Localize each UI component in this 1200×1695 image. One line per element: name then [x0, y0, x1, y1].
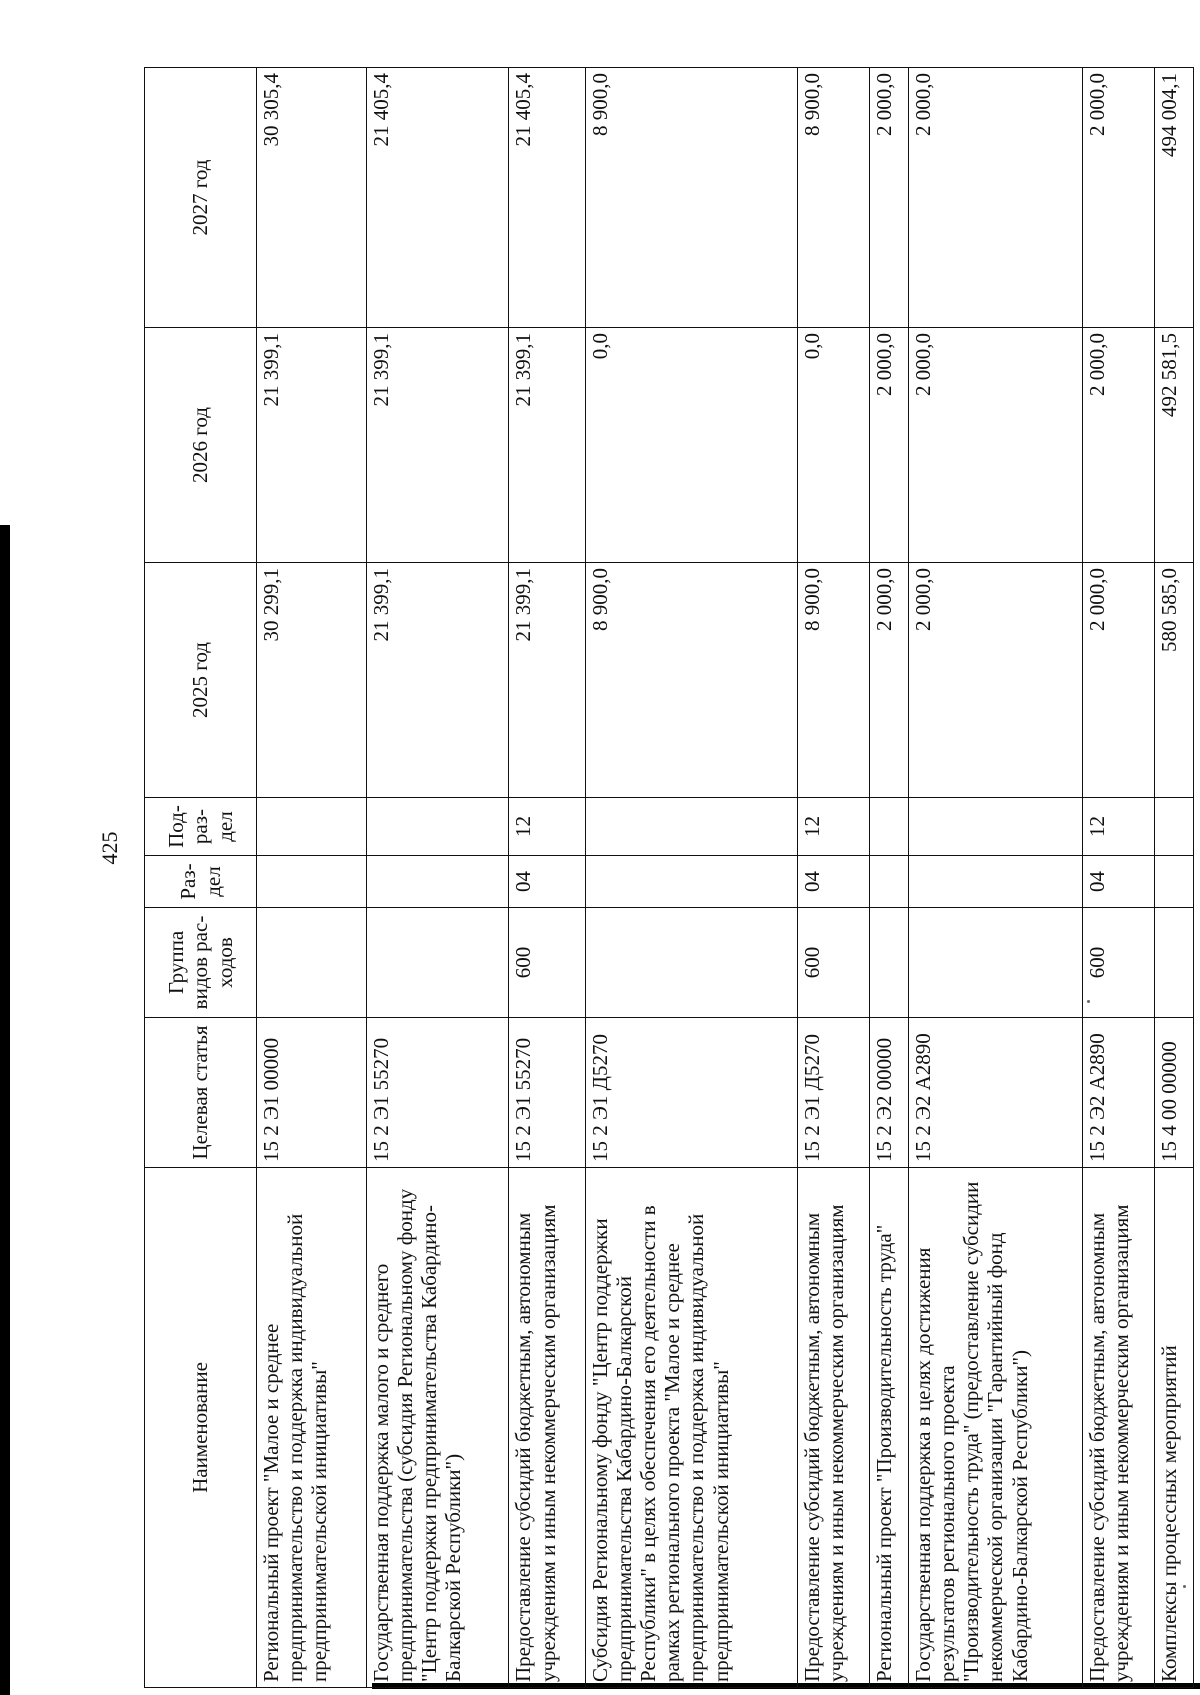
table-row — [257, 68, 367, 1688]
cell-section — [909, 856, 1083, 908]
cell-2026: 0,0 — [797, 328, 869, 563]
header-expense-group: Группа видов рас- ходов — [145, 908, 257, 1018]
cell-2025: 2 000,0 — [909, 563, 1083, 798]
table-row — [585, 68, 797, 1688]
cell-2026: 2 000,0 — [869, 328, 908, 563]
cell-expense-group — [869, 908, 908, 1018]
cell-subsection: 12 — [1082, 798, 1154, 856]
cell-2025: 2 000,0 — [869, 563, 908, 798]
cell-section — [869, 856, 908, 908]
cell-2025: 580 585,0 — [1154, 563, 1193, 798]
header-year-2026: 2026 год — [145, 328, 257, 563]
cell-expense-group: 600 — [509, 908, 585, 1018]
header-subsection: Под- раз- дел — [145, 798, 257, 856]
header-target-article: Целевая статья — [145, 1018, 257, 1168]
cell-name: Региональный проект "Малое и среднее предпринимательство и поддержка индивидуальной предпринимательской инициативы" — [257, 1168, 367, 1688]
cell-subsection — [909, 798, 1083, 856]
cell-expense-group: 600 — [1082, 908, 1154, 1018]
cell-2026: 21 399,1 — [509, 328, 585, 563]
cell-name: Государственная поддержка в целях достижения результатов регионального проекта "Производительность труда" (предоставление субсидии некоммерческой организации "Гарантийный фонд Кабардино-Балкарской Республики") — [909, 1168, 1083, 1688]
table-row — [1154, 68, 1193, 1688]
cell-section: 04 — [509, 856, 585, 908]
cell-2025: 8 900,0 — [797, 563, 869, 798]
table-row — [909, 68, 1083, 1688]
header-year-2027: 2027 год — [145, 68, 257, 328]
cell-2026: 2 000,0 — [1082, 328, 1154, 563]
cell-section — [1154, 856, 1193, 908]
cell-2027: 30 305,4 — [257, 68, 367, 328]
cell-name: Предоставление субсидий бюджетным, автономным учреждениям и иным некоммерческим организациям — [1082, 1168, 1154, 1688]
cell-subsection: 12 — [797, 798, 869, 856]
cell-subsection — [367, 798, 509, 856]
table-header-row — [145, 68, 257, 1688]
cell-2025: 2 000,0 — [1082, 563, 1154, 798]
cell-2027: 2 000,0 — [909, 68, 1083, 328]
cell-2027: 2 000,0 — [869, 68, 908, 328]
cell-subsection — [257, 798, 367, 856]
cell-2027: 21 405,4 — [367, 68, 509, 328]
header-year-2025: 2025 год — [145, 563, 257, 798]
cell-target-article: 15 2 Э2 А2890 — [1082, 1018, 1154, 1168]
cell-name: Субсидия Региональному фонду "Центр поддержки предпринимательства Кабардино-Балкарской Республики" в целях обеспечения его деятельности в рамках регионального проекта "Малое и среднее предпринимательство и поддержка индивидуальной предпринимательской инициативы" — [585, 1168, 797, 1688]
cell-2027: 2 000,0 — [1082, 68, 1154, 328]
scan-left-edge — [0, 525, 10, 1695]
cell-2026: 21 399,1 — [367, 328, 509, 563]
cell-section — [585, 856, 797, 908]
cell-2026: 492 581,5 — [1154, 328, 1193, 563]
budget-table-rotated — [144, 68, 1194, 1688]
cell-expense-group — [909, 908, 1083, 1018]
budget-table — [144, 67, 1194, 1688]
cell-2026: 0,0 — [585, 328, 797, 563]
cell-subsection: 12 — [509, 798, 585, 856]
cell-expense-group — [257, 908, 367, 1018]
table-row — [797, 68, 869, 1688]
table-row — [869, 68, 908, 1688]
cell-name: Государственная поддержка малого и среднего предпринимательства (субсидия Региональному фонду "Центр поддержки предпринимательства Кабардино-Балкарской Республики") — [367, 1168, 509, 1688]
cell-2026: 21 399,1 — [257, 328, 367, 563]
cell-2027: 8 900,0 — [797, 68, 869, 328]
cell-target-article: 15 2 Э1 00000 — [257, 1018, 367, 1168]
header-section: Раз- дел — [145, 856, 257, 908]
cell-target-article: 15 2 Э1 Д5270 — [585, 1018, 797, 1168]
cell-expense-group — [585, 908, 797, 1018]
cell-2025: 21 399,1 — [509, 563, 585, 798]
cell-section: 04 — [797, 856, 869, 908]
cell-target-article: 15 4 00 00000 — [1154, 1018, 1193, 1168]
cell-2027: 21 405,4 — [509, 68, 585, 328]
cell-target-article: 15 2 Э1 55270 — [367, 1018, 509, 1168]
cell-section: 04 — [1082, 856, 1154, 908]
table-row — [367, 68, 509, 1688]
cell-expense-group: 600 — [797, 908, 869, 1018]
cell-2025: 8 900,0 — [585, 563, 797, 798]
cell-subsection — [1154, 798, 1193, 856]
cell-subsection — [869, 798, 908, 856]
table-row — [1082, 68, 1154, 1688]
cell-expense-group — [367, 908, 509, 1018]
cell-2025: 21 399,1 — [367, 563, 509, 798]
cell-section — [367, 856, 509, 908]
cell-subsection — [585, 798, 797, 856]
cell-target-article: 15 2 Э2 00000 — [869, 1018, 908, 1168]
cell-2027: 8 900,0 — [585, 68, 797, 328]
page-number: 425 — [97, 831, 122, 865]
cell-target-article: 15 2 Э2 А2890 — [909, 1018, 1083, 1168]
header-name: Наименование — [145, 1168, 257, 1688]
cell-2026: 2 000,0 — [909, 328, 1083, 563]
cell-expense-group — [1154, 908, 1193, 1018]
cell-target-article: 15 2 Э1 Д5270 — [797, 1018, 869, 1168]
cell-target-article: 15 2 Э1 55270 — [509, 1018, 585, 1168]
cell-2025: 30 299,1 — [257, 563, 367, 798]
cell-name: Региональный проект "Производительность труда" — [869, 1168, 908, 1688]
cell-name: Предоставление субсидий бюджетным, автономным учреждениям и иным некоммерческим организациям — [509, 1168, 585, 1688]
cell-2027: 494 004,1 — [1154, 68, 1193, 328]
cell-section — [257, 856, 367, 908]
cell-name: Комплексы процессных мероприятий — [1154, 1168, 1193, 1688]
cell-name: Предоставление субсидий бюджетным, автономным учреждениям и иным некоммерческим организациям — [797, 1168, 869, 1688]
table-row — [509, 68, 585, 1688]
